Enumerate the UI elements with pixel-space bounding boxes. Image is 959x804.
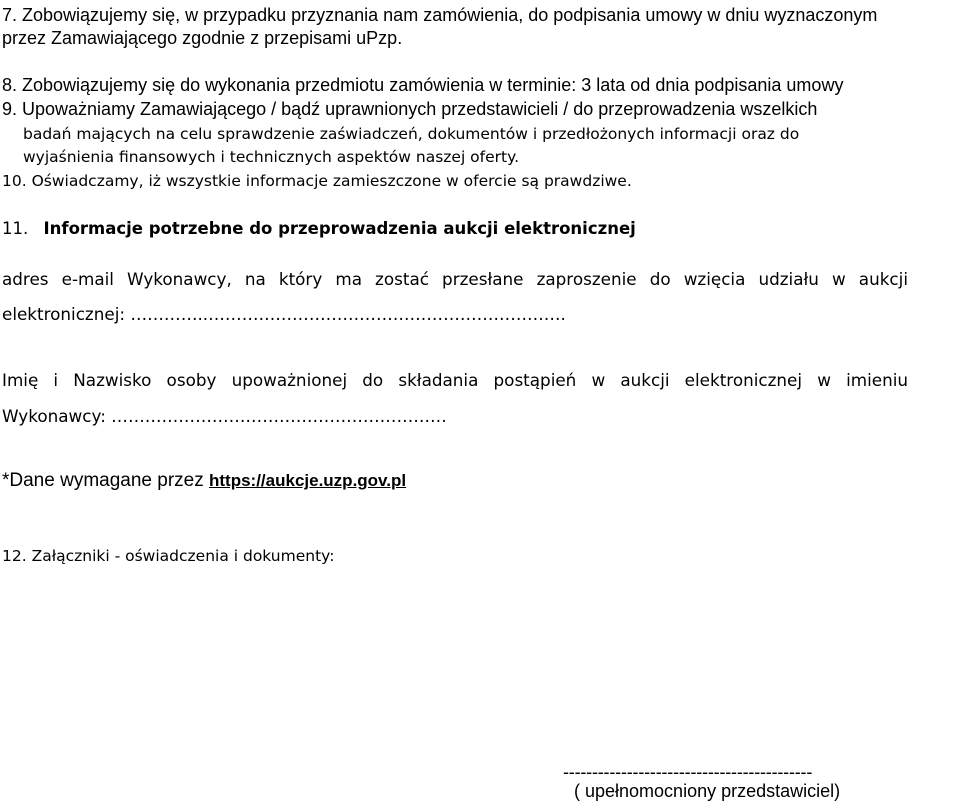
item-9-line-1: 9. Upoważniamy Zamawiającego / bądź uprawnionych przedstawicieli / do przeprowadzenia wszelkich	[2, 99, 818, 119]
item-11-heading: Informacje potrzebne do przeprowadzenia aukcji elektronicznej	[43, 219, 636, 238]
item-10: 10. Oświadczamy, iż wszystkie informacje zamieszczone w ofercie są prawdziwe.	[2, 172, 632, 190]
email-line-1: adres e-mail Wykonawcy, na który ma zostać przesłane zaproszenie do wzięcia udziału w aukcji	[2, 269, 908, 289]
item-9-line-3: wyjaśnienia finansowych i technicznych aspektów naszej oferty.	[23, 148, 519, 166]
signature-line: -------------------------------------------	[563, 762, 813, 782]
item-12: 12. Załączniki - oświadczenia i dokumenty:	[2, 547, 335, 565]
item-7-line-2: przez Zamawiającego zgodnie z przepisami uPzp.	[2, 28, 403, 48]
required-data-note	[2, 470, 406, 492]
item-9-line-2: badań mających na celu sprawdzenie zaświadczeń, dokumentów i przedłożonych informacji oraz do	[23, 125, 800, 143]
authorized-person-line-2: Wykonawcy: ……………………………………………………	[2, 406, 447, 426]
item-11-number: 11.	[2, 219, 29, 238]
email-line-2: elektronicznej: …………..……………………………………………………….	[2, 304, 566, 324]
required-data-prefix: *Dane wymagane przez	[2, 470, 209, 491]
item-11-heading-row	[2, 218, 636, 240]
aukcje-uzp-link[interactable]: https://aukcje.uzp.gov.pl	[209, 471, 407, 490]
item-7-line-1: 7. Zobowiązujemy się, w przypadku przyznania nam zamówienia, do podpisania umowy w dniu wyznaczonym	[2, 5, 878, 25]
signature-caption: ( upełnomocniony przedstawiciel)	[574, 781, 841, 801]
item-8: 8. Zobowiązujemy się do wykonania przedmiotu zamówienia w terminie: 3 lata od dnia podpisania umowy	[2, 75, 844, 95]
authorized-person-line-1: Imię i Nazwisko osoby upoważnionej do składania postąpień w aukcji elektronicznej w imieniu	[2, 370, 908, 390]
